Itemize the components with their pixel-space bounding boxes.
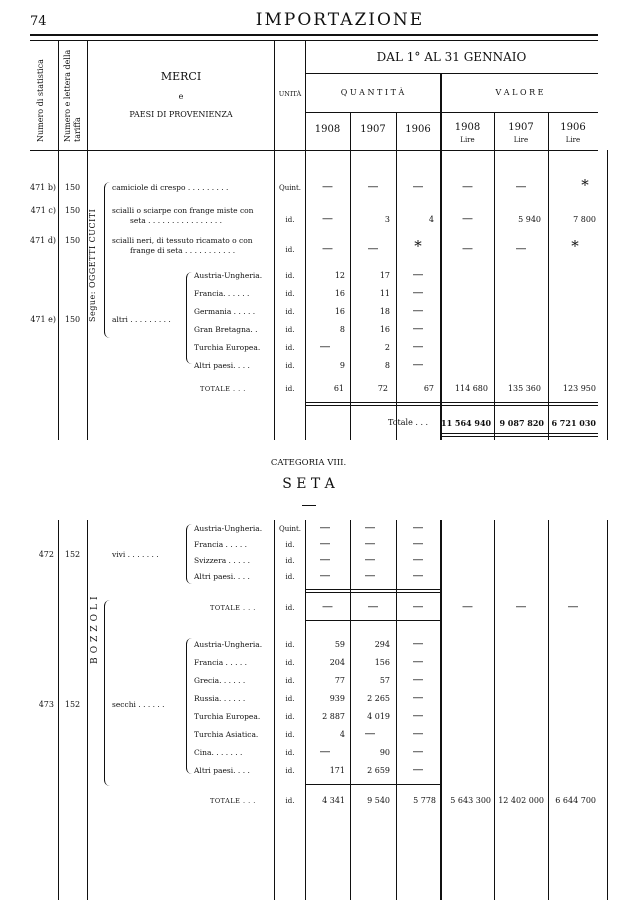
altri-brace bbox=[186, 272, 193, 364]
grand-total-v1907: 9 087 820 bbox=[499, 418, 544, 428]
row-471c-v1906: 7 800 bbox=[573, 215, 596, 224]
secchi-row-6-q1907: 90 bbox=[379, 748, 390, 757]
secchi-row-6-q1906: — bbox=[412, 745, 424, 758]
vivi-row-1-country: Francia . . . . . bbox=[194, 540, 248, 549]
altri-row-1-q1906: — bbox=[412, 286, 424, 299]
altri-row-3-q1908: 8 bbox=[339, 325, 345, 334]
vivi-brace bbox=[186, 524, 193, 584]
altri-total-v1908: 114 680 bbox=[454, 384, 488, 393]
row-473-stat: 473 bbox=[38, 700, 54, 709]
secchi-brace bbox=[186, 638, 193, 774]
vivi-row-2-country: Svizzera . . . . . bbox=[194, 556, 251, 565]
secchi-total-q1908: 4 341 bbox=[322, 796, 345, 805]
vivi-total-q1908: — bbox=[322, 600, 333, 613]
secchi-row-4-q1907: 4 019 bbox=[367, 712, 390, 721]
secchi-row-0-q1907: 294 bbox=[374, 640, 390, 649]
row-471b-stat: 471 b) bbox=[30, 183, 57, 192]
row-471b-desc: camiciole di crespo . . . . . . . . . bbox=[112, 183, 229, 192]
category-title: S E T A bbox=[282, 476, 335, 492]
title-rule bbox=[30, 34, 598, 36]
section2-group-label: BOZZOLI bbox=[90, 592, 100, 664]
vivi-total-rule bbox=[305, 620, 440, 621]
altri-row-5-q1907: 8 bbox=[384, 361, 390, 370]
secchi-row-3-q1907: 2 265 bbox=[367, 694, 390, 703]
vivi-row-0-unit: Quint. bbox=[278, 525, 302, 533]
grand-total-v1906: 6 721 030 bbox=[551, 418, 596, 428]
row-472-tariff: 152 bbox=[64, 550, 81, 559]
row-471d-v1907: — bbox=[515, 242, 527, 255]
altri-row-4-q1906: — bbox=[412, 340, 424, 353]
header-e: e bbox=[178, 92, 184, 101]
vivi-rule-a bbox=[305, 589, 440, 590]
secchi-row-3-unit: id. bbox=[285, 695, 295, 703]
altri-row-2-country: Germania . . . . . bbox=[194, 307, 256, 316]
header-unita: UNITÀ bbox=[278, 90, 302, 98]
row-471d-stat: 471 d) bbox=[30, 236, 57, 245]
vivi-total-q1906: — bbox=[412, 600, 424, 613]
altri-row-0-q1907: 17 bbox=[379, 271, 390, 280]
vivi-row-1-q1906: — bbox=[412, 537, 424, 550]
row-471e-tariff: 150 bbox=[64, 315, 81, 324]
row-471b-v1906: * bbox=[581, 176, 589, 194]
altri-row-0-q1906: — bbox=[412, 268, 424, 281]
altri-total-q1906: 67 bbox=[423, 384, 434, 393]
altri-row-4-country: Turchia Europea. bbox=[194, 343, 261, 352]
header-col-stat: Numero di statistica bbox=[36, 59, 45, 142]
vivi-total-v1906: — bbox=[567, 600, 579, 613]
altri-row-0-q1908: 12 bbox=[334, 271, 345, 280]
grand-total-rule-b bbox=[441, 436, 598, 437]
row-471b-tariff: 150 bbox=[64, 183, 81, 192]
row-471b-unit: Quint. bbox=[278, 184, 302, 192]
altri-total-q1908: 61 bbox=[333, 384, 344, 393]
altri-row-2-q1908: 16 bbox=[334, 307, 345, 316]
vivi-row-3-q1906: — bbox=[412, 569, 424, 582]
header-lire-1907: Lire bbox=[513, 136, 529, 144]
vivi-row-2-unit: id. bbox=[285, 557, 295, 565]
altri-row-1-unit: id. bbox=[285, 290, 295, 298]
altri-row-4-q1908: — bbox=[319, 340, 331, 353]
secchi-row-7-q1907: 2 659 bbox=[367, 766, 390, 775]
grand-total-label: Totale . . . bbox=[388, 418, 429, 427]
secchi-row-6-q1908: — bbox=[319, 745, 331, 758]
vivi-rule-b bbox=[305, 592, 440, 593]
secchi-row-5-q1907: — bbox=[364, 727, 376, 740]
vivi-row-3-q1907: — bbox=[364, 569, 376, 582]
row-473-tariff: 152 bbox=[64, 700, 81, 709]
secchi-row-1-unit: id. bbox=[285, 659, 295, 667]
section1-total-rule-b bbox=[305, 405, 598, 406]
row-471c-v1907: 5 940 bbox=[518, 215, 541, 224]
altri-row-0-country: Austria-Ungheria. bbox=[194, 271, 263, 280]
secchi-total-v1908: 5 643 300 bbox=[450, 796, 491, 805]
header-lire-1906: Lire bbox=[565, 136, 581, 144]
altri-row-0-unit: id. bbox=[285, 272, 295, 280]
secchi-row-3-country: Russia. . . . . . bbox=[194, 694, 246, 703]
vivi-total-v1907: — bbox=[515, 600, 527, 613]
row-472-label: vivi . . . . . . . bbox=[112, 550, 159, 559]
category-label: CATEGORIA VIII. bbox=[270, 458, 347, 468]
row-471d-v1908: — bbox=[462, 242, 473, 255]
altri-row-5-country: Altri paesi. . . . bbox=[194, 361, 250, 370]
altri-row-5-q1908: 9 bbox=[339, 361, 345, 370]
secchi-row-2-q1906: — bbox=[412, 673, 424, 686]
secchi-row-4-q1908: 2 887 bbox=[322, 712, 345, 721]
secchi-row-1-country: Francia . . . . . bbox=[194, 658, 248, 667]
page-edge-line bbox=[607, 150, 608, 900]
vivi-row-3-unit: id. bbox=[285, 573, 295, 581]
secchi-rule bbox=[305, 784, 440, 785]
vivi-total-unit: id. bbox=[285, 604, 295, 612]
row-471d-desc: scialli neri, di tessuto ricamato o con bbox=[112, 236, 253, 245]
secchi-row-7-unit: id. bbox=[285, 767, 295, 775]
altri-total-q1907: 72 bbox=[377, 384, 388, 393]
altri-row-1-country: Francia. . . . . . bbox=[194, 289, 250, 298]
secchi-row-3-q1908: 939 bbox=[329, 694, 345, 703]
altri-total-label: TOTALE . . . bbox=[200, 385, 246, 393]
row-471d-unit: id. bbox=[285, 246, 295, 254]
secchi-total-v1906: 6 644 700 bbox=[555, 796, 596, 805]
secchi-row-2-unit: id. bbox=[285, 677, 295, 685]
altri-row-3-unit: id. bbox=[285, 326, 295, 334]
secchi-row-7-q1906: — bbox=[412, 763, 424, 776]
vivi-row-0-q1908: — bbox=[319, 521, 331, 534]
secchi-row-1-q1907: 156 bbox=[374, 658, 390, 667]
altri-total-v1907: 135 360 bbox=[507, 384, 541, 393]
secchi-row-0-unit: id. bbox=[285, 641, 295, 649]
altri-row-1-q1907: 11 bbox=[379, 289, 390, 298]
vivi-row-0-country: Austria-Ungheria. bbox=[194, 524, 263, 533]
row-471c-v1908: — bbox=[462, 212, 473, 225]
page-number: 74 bbox=[30, 14, 47, 29]
altri-row-4-q1907: 2 bbox=[384, 343, 390, 352]
altri-total-v1906: 123 950 bbox=[562, 384, 596, 393]
altri-row-3-q1907: 16 bbox=[379, 325, 390, 334]
secchi-row-4-unit: id. bbox=[285, 713, 295, 721]
vivi-row-2-q1908: — bbox=[319, 553, 331, 566]
section1-total-rule-a bbox=[305, 402, 598, 403]
vivi-row-1-q1907: — bbox=[364, 537, 376, 550]
period-rule bbox=[305, 73, 598, 74]
header-q-1908: 1908 bbox=[314, 124, 341, 135]
altri-row-2-unit: id. bbox=[285, 308, 295, 316]
vivi-row-1-unit: id. bbox=[285, 541, 295, 549]
row-471c-stat: 471 c) bbox=[30, 206, 56, 215]
header-valore: V A L O R E bbox=[495, 88, 544, 97]
secchi-row-2-q1907: 57 bbox=[379, 676, 390, 685]
altri-row-5-unit: id. bbox=[285, 362, 295, 370]
header-lire-1908: Lire bbox=[460, 136, 475, 144]
secchi-row-0-q1908: 59 bbox=[334, 640, 345, 649]
header-q-1907: 1907 bbox=[360, 124, 386, 135]
secchi-row-7-country: Altri paesi. . . . bbox=[194, 766, 250, 775]
secchi-row-6-unit: id. bbox=[285, 749, 295, 757]
secchi-total-unit: id. bbox=[285, 797, 295, 805]
row-471b-q1907: — bbox=[367, 180, 379, 193]
secchi-row-5-country: Turchia Asiatica. bbox=[194, 730, 259, 739]
vivi-row-3-country: Altri paesi. . . . bbox=[194, 572, 250, 581]
row-471e-stat: 471 e) bbox=[30, 315, 56, 324]
row-471d-q1908: — bbox=[322, 242, 333, 255]
secchi-row-5-q1908: 4 bbox=[339, 730, 345, 739]
row-471d-q1906: * bbox=[414, 237, 422, 255]
secchi-row-0-country: Austria-Ungheria. bbox=[194, 640, 263, 649]
vivi-row-0-q1907: — bbox=[364, 521, 376, 534]
row-471c-desc2: seta . . . . . . . . . . . . . . . . bbox=[130, 216, 223, 225]
section2-brace bbox=[104, 600, 111, 786]
row-472-stat: 472 bbox=[38, 550, 54, 559]
altri-row-3-q1906: — bbox=[412, 322, 424, 335]
row-471b-q1908: — bbox=[322, 180, 333, 193]
header-quantita: Q U A N T I T À bbox=[340, 88, 405, 97]
header-period: DAL 1° AL 31 GENNAIO bbox=[376, 50, 527, 64]
altri-total-unit: id. bbox=[285, 385, 295, 393]
row-471b-v1907: — bbox=[515, 180, 527, 193]
secchi-total-q1906: 5 778 bbox=[413, 796, 436, 805]
altri-row-5-q1906: — bbox=[412, 358, 424, 371]
header-v-1907: 1907 bbox=[508, 122, 534, 133]
secchi-row-3-q1906: — bbox=[412, 691, 424, 704]
section1-brace bbox=[104, 182, 111, 338]
altri-row-2-q1907: 18 bbox=[379, 307, 390, 316]
secchi-row-0-q1906: — bbox=[412, 637, 424, 650]
row-471c-desc: scialli o sciarpe con frange miste con bbox=[112, 206, 254, 215]
header-bottom-rule bbox=[30, 150, 598, 151]
vivi-total-v1908: — bbox=[462, 600, 473, 613]
secchi-row-6-country: Cina. . . . . . . bbox=[194, 748, 243, 757]
altri-row-2-q1906: — bbox=[412, 304, 424, 317]
vivi-row-3-q1908: — bbox=[319, 569, 331, 582]
row-471d-v1906: * bbox=[571, 237, 579, 255]
secchi-row-2-q1908: 77 bbox=[334, 676, 345, 685]
secchi-row-4-country: Turchia Europea. bbox=[194, 712, 261, 721]
header-q-1906: 1906 bbox=[405, 124, 431, 135]
header-v-1908: 1908 bbox=[454, 122, 481, 133]
row-471c-q1907: 3 bbox=[384, 215, 390, 224]
row-471c-q1906: 4 bbox=[428, 215, 434, 224]
vivi-row-2-q1907: — bbox=[364, 553, 376, 566]
secchi-total-label: TOTALE . . . bbox=[210, 797, 256, 805]
row-471c-q1908: — bbox=[322, 212, 333, 225]
row-473-label: secchi . . . . . . bbox=[112, 700, 165, 709]
row-471e-label: altri . . . . . . . . . bbox=[112, 315, 171, 324]
row-471d-desc2: frange di seta . . . . . . . . . . . bbox=[130, 246, 236, 255]
secchi-row-4-q1906: — bbox=[412, 709, 424, 722]
row-471c-tariff: 150 bbox=[64, 206, 81, 215]
vivi-total-label: TOTALE . . . bbox=[210, 604, 256, 612]
secchi-row-7-q1908: 171 bbox=[329, 766, 345, 775]
secchi-row-5-unit: id. bbox=[285, 731, 295, 739]
secchi-row-5-q1906: — bbox=[412, 727, 424, 740]
category-rule bbox=[302, 505, 316, 506]
vivi-row-1-q1908: — bbox=[319, 537, 331, 550]
header-merci: MERCI bbox=[160, 70, 202, 83]
altri-row-3-country: Gran Bretagna. . bbox=[194, 325, 258, 334]
qv-rule bbox=[305, 112, 598, 113]
secchi-row-1-q1906: — bbox=[412, 655, 424, 668]
secchi-row-1-q1908: 204 bbox=[329, 658, 345, 667]
header-v-1906: 1906 bbox=[560, 122, 586, 133]
row-471d-q1907: — bbox=[367, 242, 379, 255]
secchi-total-q1907: 9 540 bbox=[367, 796, 390, 805]
secchi-row-2-country: Grecia. . . . . . bbox=[194, 676, 246, 685]
grand-total-rule-a bbox=[441, 433, 598, 434]
altri-row-4-unit: id. bbox=[285, 344, 295, 352]
altri-row-1-q1908: 16 bbox=[334, 289, 345, 298]
row-471b-v1908: — bbox=[462, 180, 473, 193]
header-paesi: PAESI DI PROVENIENZA bbox=[129, 110, 233, 119]
vivi-total-q1907: — bbox=[367, 600, 379, 613]
page-title: IMPORTAZIONE bbox=[255, 10, 425, 30]
section1-group-label: Segue: OGGETTI CUCITI bbox=[88, 208, 97, 322]
header-col-tariff: Numero e lettera della tariffa bbox=[63, 49, 82, 142]
vivi-row-0-q1906: — bbox=[412, 521, 424, 534]
vivi-row-2-q1906: — bbox=[412, 553, 424, 566]
grand-total-v1908: 11 564 940 bbox=[441, 418, 492, 428]
row-471d-tariff: 150 bbox=[64, 236, 81, 245]
header-top-rule bbox=[30, 40, 598, 41]
row-471b-q1906: — bbox=[412, 180, 424, 193]
row-471c-unit: id. bbox=[285, 216, 295, 224]
secchi-total-v1907: 12 402 000 bbox=[498, 796, 544, 805]
